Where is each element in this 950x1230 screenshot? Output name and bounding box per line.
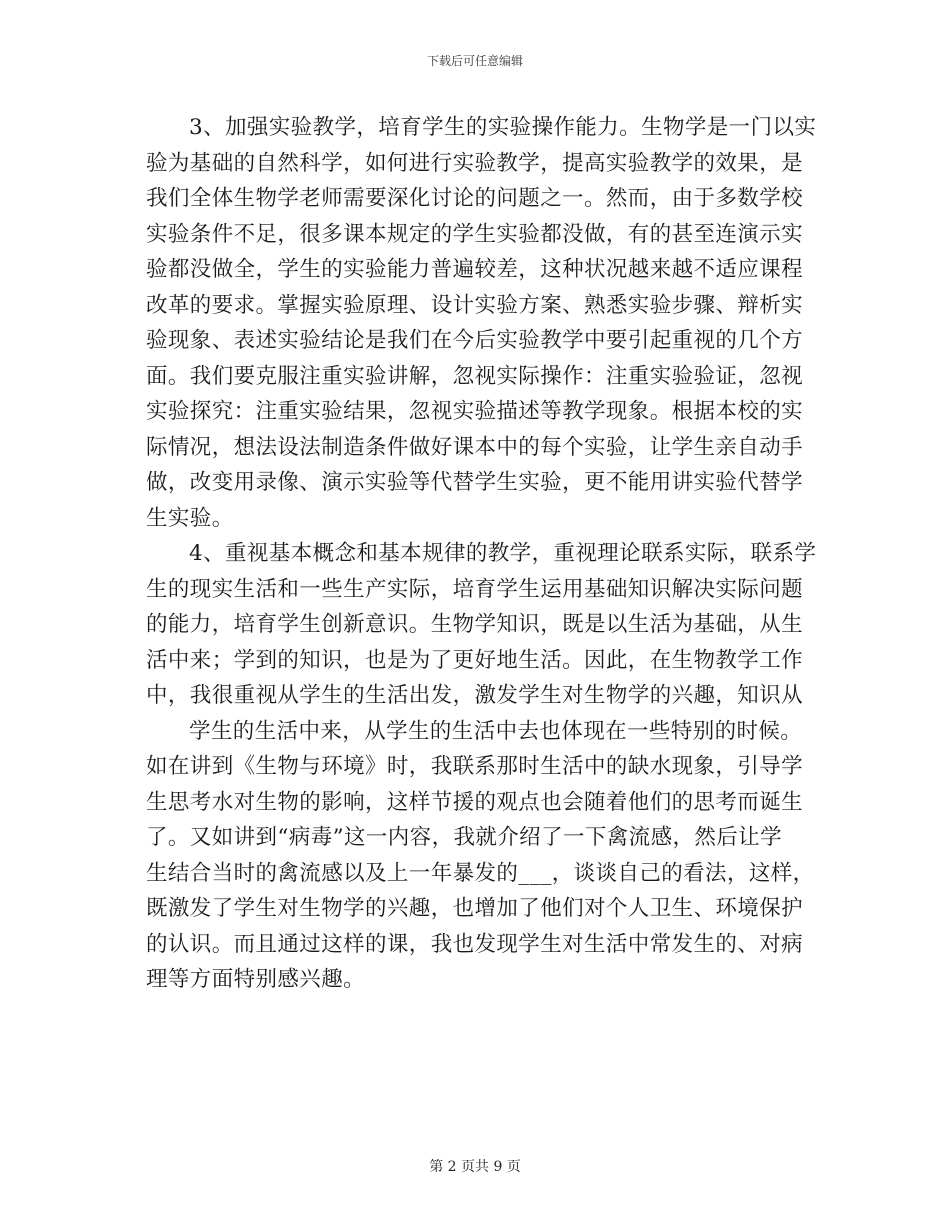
text-line: 验为基础的自然科学，如何进行实验教学，提高实验教学的效果，是 — [146, 150, 804, 176]
text-line: 学生的生活中来，从学生的生活中去也体现在一些特别的时候。 — [189, 718, 803, 744]
text-line: 既激发了学生对生物学的兴趣，也增加了他们对个人卫生、环境保护 — [146, 896, 804, 921]
text-line: 生思考水对生物的影响，这样节援的观点也会随着他们的思考而诞生 — [146, 789, 804, 815]
text-line: 的认识。而且通过这样的课，我也发现学生对生活中常发生的、对病 — [146, 931, 804, 957]
text-line: 生结合当时的禽流感以及上一年暴发的___，谈谈自己的看法，这样， — [146, 860, 815, 886]
text-line: 我们全体生物学老师需要深化讨论的问题之一。然而，由于多数学校 — [146, 186, 804, 211]
text-line: 验都没做全，学生的实验能力普遍较差，这种状况越来越不适应课程 — [146, 257, 804, 282]
text-line: 际情况，想法设法制造条件做好课本中的每个实验，让学生亲自动手 — [146, 434, 804, 460]
page-header: 下载后可任意编辑 — [426, 54, 523, 68]
text-line: 生的现实生活和一些生产实际，培育学生运用基础知识解决实际问题 — [146, 576, 804, 602]
text-line: 做，改变用录像、演示实验等代替学生实验，更不能用讲实验代替学 — [146, 470, 804, 495]
page-footer: 第 2 页共 9 页 — [429, 1159, 521, 1175]
text-line: 实验条件不足，很多课本规定的学生实验都没做，有的甚至连演示实 — [146, 221, 804, 247]
text-line: 改革的要求。掌握实验原理、设计实验方案、熟悉实验步骤、辩析实 — [146, 292, 804, 318]
text-line: 面。我们要克服注重实验讲解，忽视实际操作：注重实验验证，忽视 — [146, 363, 804, 389]
text-line: 中，我很重视从学生的生活出发，激发学生对生物学的兴趣，知识从 — [146, 683, 804, 708]
text-line: 的能力，培育学生创新意识。生物学知识，既是以生活为基础，从生 — [146, 612, 804, 637]
text-line: 理等方面特别感兴趣。 — [146, 967, 366, 992]
text-line: 4、重视基本概念和基本规律的教学，重视理论联系实际，联系学 — [189, 541, 817, 566]
text-line: 生实验。 — [146, 505, 234, 531]
text-line: 验现象、表述实验结论是我们在今后实验教学中要引起重视的几个方 — [146, 328, 804, 353]
text-line: 3、加强实验教学，培育学生的实验操作能力。生物学是一门以实 — [189, 115, 817, 140]
text-line: 如在讲到《生物与环境》时，我联系那时生活中的缺水现象，引导学 — [146, 754, 804, 779]
text-line: 活中来；学到的知识，也是为了更好地生活。因此，在生物教学工作 — [146, 647, 804, 673]
text-line: 了。又如讲到“病毒”这一内容，我就介绍了一下禽流感，然后让学 — [146, 825, 782, 850]
body-text — [146, 110, 817, 998]
text-line: 实验探究：注重实验结果，忽视实验描述等教学现象。根据本校的实 — [146, 399, 804, 424]
